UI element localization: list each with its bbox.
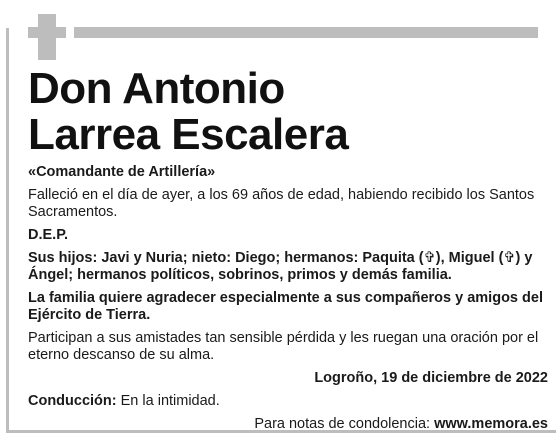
- condolencia-site: www.memora.es: [434, 416, 548, 432]
- place-date: Logroño, 19 de diciembre de 2022: [314, 370, 548, 386]
- frame-left-border: [6, 28, 9, 432]
- conduccion-line: [28, 393, 548, 410]
- condolencia-line: [28, 416, 548, 433]
- name-line-1: Don Antonio: [28, 64, 285, 113]
- death-text: Falleció en el día de ayer, a los 69 años de edad, habiendo recibido los Santos Sacramentos.: [28, 187, 535, 220]
- conduccion-value: En la intimidad.: [116, 393, 220, 409]
- dep-label: D.E.P.: [28, 227, 69, 243]
- condolencia-label: Para notas de condolencia:: [254, 416, 435, 432]
- cross-icon-horizontal: [28, 27, 66, 38]
- rank-title: «Comandante de Artillería»: [28, 164, 216, 180]
- notice-body: [28, 164, 548, 439]
- request-text: Participan a sus amistades tan sensible pérdida y les ruegan una oración por el eterno descanso de su alma.: [28, 330, 539, 363]
- deceased-name: [28, 66, 348, 158]
- thanks-text: La familia quiere agradecer especialmente a sus compañeros y amigos del Ejército de Tierra.: [28, 290, 543, 323]
- name-line-2: Larrea Escalera: [28, 110, 349, 159]
- top-rule: [74, 27, 538, 38]
- conduccion-label: Conducción:: [28, 393, 117, 409]
- family-list: Sus hijos: Javi y Nuria; nieto: Diego; hermanos: Paquita (✞), Miguel (✞) y Ángel; hermanos políticos, sobrinos, primos y demás familia.: [28, 250, 533, 283]
